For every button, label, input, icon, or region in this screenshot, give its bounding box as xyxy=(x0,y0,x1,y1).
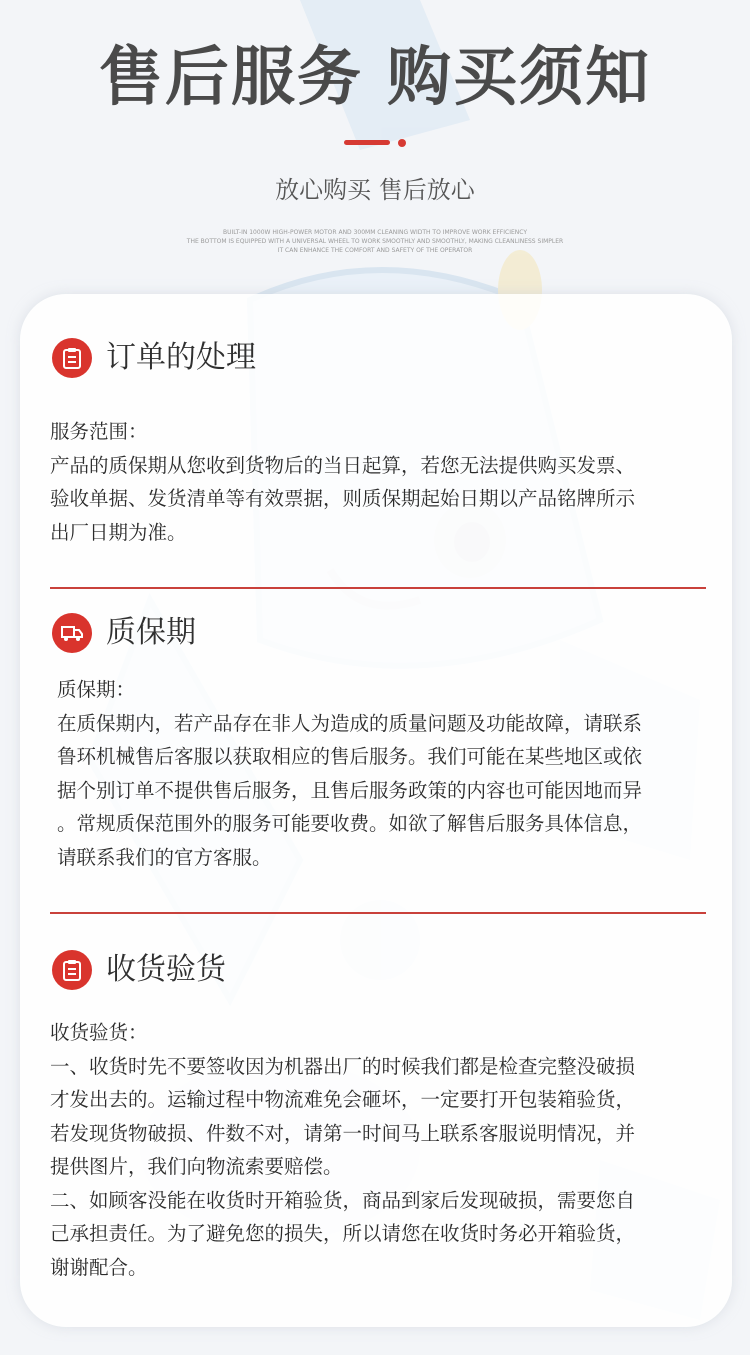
title-accent-dot xyxy=(398,139,406,147)
text-line: 才发出去的。运输过程中物流难免会砸坏，一定要打开包装箱验货， xyxy=(50,1088,636,1111)
text-line: 服务范围： xyxy=(50,420,148,443)
text-line: 二、如顾客没能在收货时开箱验货，商品到家后发现破损，需要您自 xyxy=(50,1188,636,1212)
page-header xyxy=(0,0,750,280)
fine-print-line: IT CAN ENHANCE THE COMFORT AND SAFETY OF THE OPERATOR xyxy=(277,247,473,254)
text-line: 己承担责任。为了避免您的损失，所以请您在收货时务必开箱验货， xyxy=(50,1222,636,1245)
section-title: 收货验货 xyxy=(106,952,226,987)
text-line: 出厂日期为准。 xyxy=(50,520,187,544)
text-line: 。常规质保范围外的服务可能要收费。如欲了解售后服务具体信息， xyxy=(57,812,643,835)
clipboard-icon xyxy=(52,338,92,378)
page-title: 售后服务 购买须知 xyxy=(98,41,652,115)
text-line: 据个别订单不提供售后服务，且售后服务政策的内容也可能因地而异 xyxy=(57,778,643,802)
text-line: 验收单据、发货清单等有效票据，则质保期起始日期以产品铭牌所示 xyxy=(50,487,636,510)
section-body-warranty xyxy=(57,673,722,874)
clipboard-icon xyxy=(52,950,92,990)
section-divider xyxy=(50,587,706,589)
text-line: 一、收货时先不要签收因为机器出厂的时候我们都是检查完整没破损 xyxy=(50,1054,636,1078)
text-line: 谢谢配合。 xyxy=(50,1255,148,1279)
section-title: 订单的处理 xyxy=(106,340,256,375)
text-line: 产品的质保期从您收到货物后的当日起算，若您无法提供购买发票、 xyxy=(50,453,636,477)
section-body-inspection xyxy=(50,1016,715,1284)
fine-print-line: THE BOTTOM IS EQUIPPED WITH A UNIVERSAL WHEEL TO WORK SMOOTHLY AND SMOOTHLY, MAKING CLEANLINESS SIMPLER xyxy=(186,238,564,245)
section-divider xyxy=(50,912,706,914)
fine-print-line: BUILT-IN 1000W HIGH-POWER MOTOR AND 300MM CLEANING WIDTH TO IMPROVE WORK EFFICIENCY xyxy=(223,229,527,236)
text-line: 质保期： xyxy=(57,678,136,701)
text-line: 若发现货物破损、件数不对，请第一时间马上联系客服说明情况，并 xyxy=(50,1121,636,1145)
page-subtitle: 放心购买 售后放心 xyxy=(275,176,475,204)
text-line: 请联系我们的官方客服。 xyxy=(57,845,272,869)
text-line: 收货验货： xyxy=(50,1021,148,1044)
section-title: 质保期 xyxy=(106,615,196,650)
section-body-order xyxy=(50,415,715,549)
text-line: 鲁环机械售后客服以获取相应的售后服务。我们可能在某些地区或依 xyxy=(57,745,643,768)
text-line: 在质保期内，若产品存在非人为造成的质量问题及功能故障，请联系 xyxy=(57,711,643,735)
truck-icon xyxy=(52,613,92,653)
text-line: 提供图片，我们向物流索要赔偿。 xyxy=(50,1155,343,1178)
title-accent-bar xyxy=(344,140,390,145)
